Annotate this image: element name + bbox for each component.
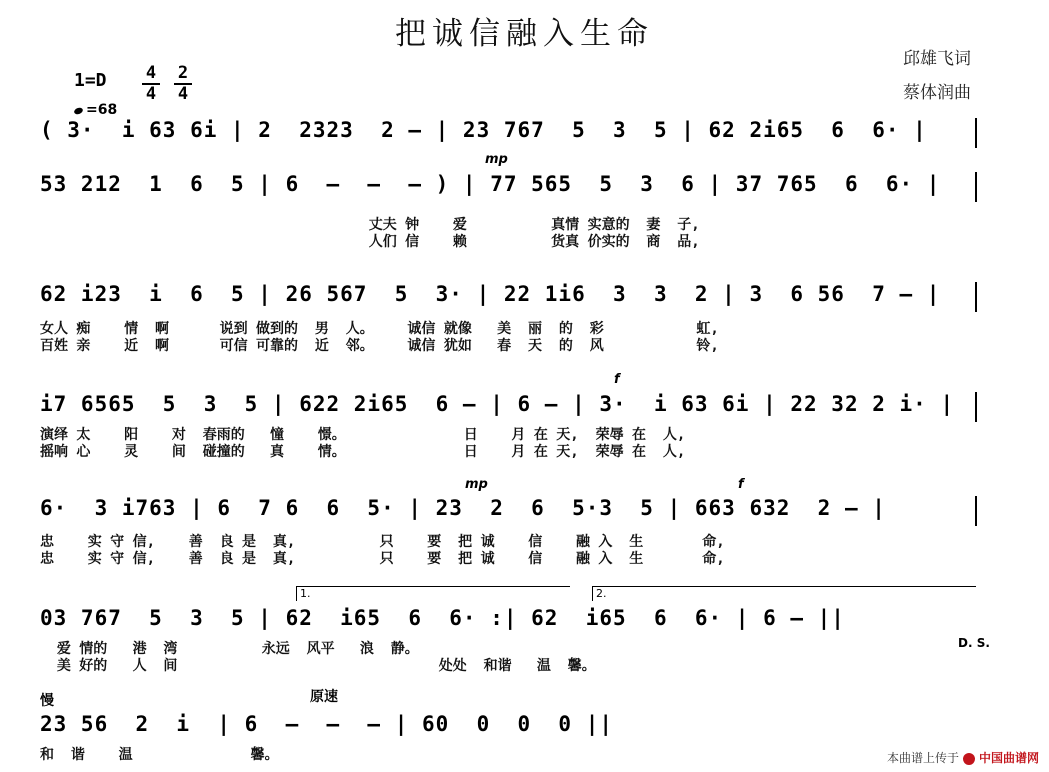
score-row-2 <box>40 172 990 208</box>
lyric-line: 忠 实 守 信, 善 良 是 真, 只 要 把 诚 信 融 入 生 命, <box>40 551 725 567</box>
footer-credit <box>887 749 1039 766</box>
tempo-marking <box>74 102 117 118</box>
dynamic-mp: mp <box>485 152 508 167</box>
composer-credit: 蔡体润曲 <box>903 83 971 103</box>
score-notes: 23 56 2 i | 6 – – – | 60 0 0 0 || <box>40 712 614 736</box>
time-sig-denominator: 4 <box>145 84 157 104</box>
lyric-line: 美 好的 人 间 处处 和谐 温 馨。 <box>40 658 596 674</box>
lyric-line: 忠 实 守 信, 善 良 是 真, 只 要 把 诚 信 融 入 生 命, <box>40 534 725 550</box>
time-sig-numerator: 4 <box>145 63 157 83</box>
dynamic-f: f <box>614 372 620 387</box>
dynamic-mp: mp <box>465 477 488 492</box>
footer-upload-text: 本曲谱上传于 <box>886 751 959 765</box>
volta-ending-1: 1. <box>296 586 570 601</box>
lyric-line: 丈夫 钟 爱 真情 实意的 妻 子, <box>40 217 700 233</box>
score-row-3 <box>40 282 990 318</box>
tempo-value: =68 <box>86 102 118 118</box>
lyric-line: 演绎 太 阳 对 春雨的 憧 憬。 日 月 在 天, 荣辱 在 人, <box>40 427 686 443</box>
lyric-line: 女人 痴 情 啊 说到 做到的 男 人。 诚信 就像 美 丽 的 彩 虹, <box>40 321 719 337</box>
lyric-line: 爱 情的 港 湾 永远 风平 浪 静。 <box>40 641 419 657</box>
page-title: 把诚信融入生命 <box>395 16 654 52</box>
tempo-slow-mark: 慢 <box>40 693 54 709</box>
score-row-4 <box>40 392 990 428</box>
lyric-line: 和 谐 温 馨。 <box>40 747 279 763</box>
quarter-note-icon <box>73 107 84 116</box>
bar-line <box>975 172 977 202</box>
score-notes: 62 i23 i 6 5 | 26 567 5 3· | 22 1i6 3 3 2 | 3 6 56 7 – | <box>40 282 941 306</box>
dal-segno-mark: D. S. <box>958 636 990 650</box>
score-row-1 <box>40 118 990 154</box>
site-logo-icon <box>963 753 975 765</box>
score-notes: 03 767 5 3 5 | 62 i65 6 6· :| 62 i65 6 6· | 6 – || <box>40 606 845 630</box>
score-row-7 <box>40 712 990 748</box>
time-signature-2-4 <box>172 64 194 104</box>
lyric-line: 人们 信 赖 货真 价实的 商 品, <box>40 234 700 250</box>
lyricist-credit: 邱雄飞词 <box>903 49 971 69</box>
time-sig-numerator: 2 <box>177 63 189 83</box>
dynamic-f: f <box>738 477 744 492</box>
bar-line <box>975 118 977 148</box>
footer-brand[interactable]: 中国曲谱网 <box>978 751 1039 765</box>
score-notes: 6· 3 i763 | 6 7 6 6 5· | 23 2 6 5·3 5 | 663 632 2 – | <box>40 496 886 520</box>
time-signature-4-4 <box>140 64 162 104</box>
score-notes: i7 6565 5 3 5 | 622 2i65 6 – | 6 – | 3· i 63 6i | 22 32 2 i· | <box>40 392 955 416</box>
bar-line <box>975 392 977 422</box>
score-row-6 <box>40 606 990 642</box>
lyric-line: 摇响 心 灵 间 碰撞的 真 情。 日 月 在 天, 荣辱 在 人, <box>40 444 686 460</box>
bar-line <box>975 282 977 312</box>
lyric-line: 百姓 亲 近 啊 可信 可靠的 近 邻。 诚信 犹如 春 天 的 风 铃, <box>40 338 719 354</box>
tempo-original-mark: 原速 <box>310 689 338 705</box>
score-notes: 53 212 1 6 5 | 6 – – – ) | 77 565 5 3 6 | 37 765 6 6· | <box>40 172 941 196</box>
volta-ending-2: 2. <box>592 586 976 601</box>
score-row-5 <box>40 496 990 532</box>
bar-line <box>975 496 977 526</box>
time-sig-denominator: 4 <box>177 84 189 104</box>
key-signature: 1=D <box>74 70 107 91</box>
score-notes: ( 3· i 63 6i | 2 2323 2 – | 23 767 5 3 5 | 62 2i65 6 6· | <box>40 118 927 142</box>
